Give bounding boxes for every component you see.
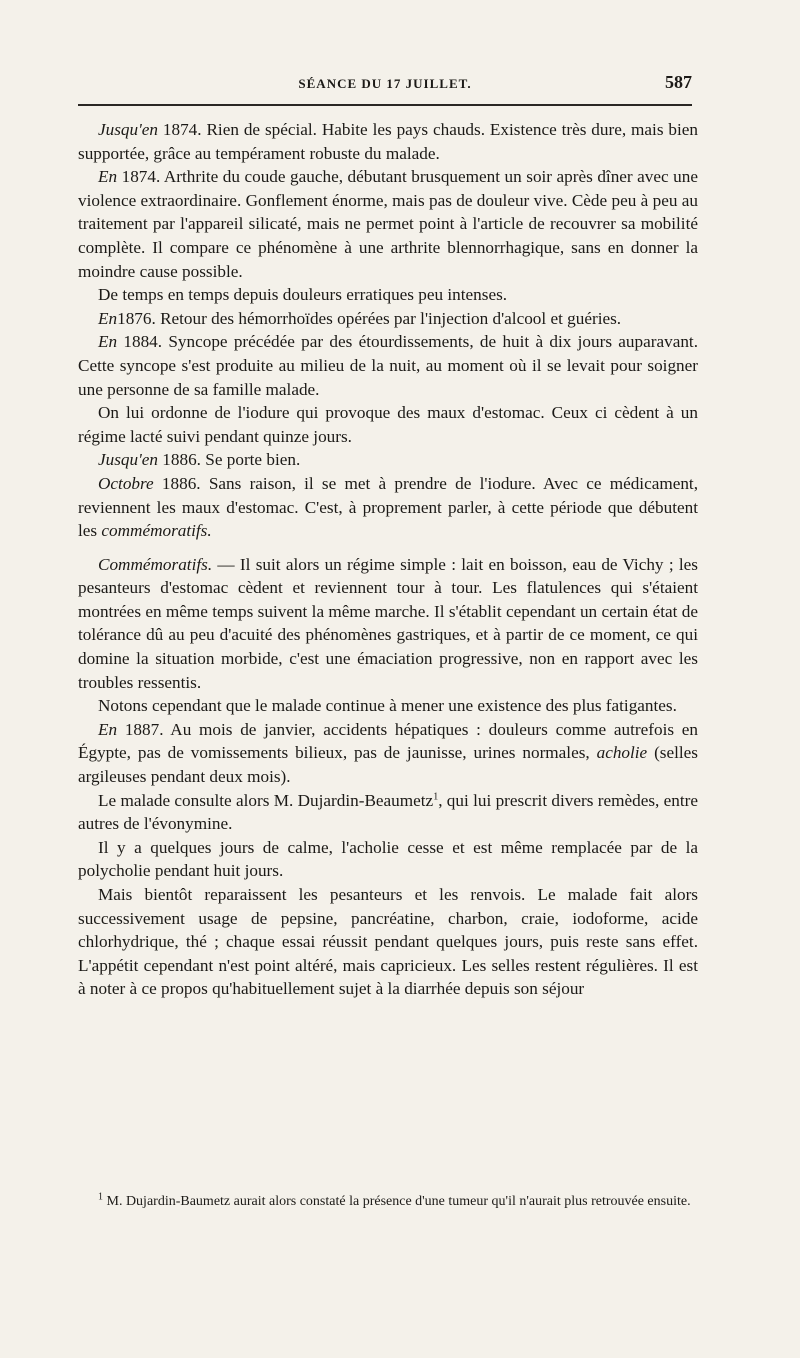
paragraph: En 1884. Syncope précédée par des étourdissements, de huit à dix jours auparavant. Cette syncope s'est produite au milieu de la nuit, au moment où il se levait pour soigner une personne de sa famille malade. — [78, 332, 698, 399]
paragraph: Mais bientôt reparaissent les pesanteurs et les renvois. Le malade fait alors successivement usage de pepsine, pancréatine, charbon, craie, iodoforme, acide chlorhydrique, thé ; chaque essai réussit pendant quelques jours, puis reste sans effet. L'appétit cependant n'est point altéré, mais capricieux. Les selles restent régulières. Il est à noter à ce propos qu'habituellement sujet à la diarrhée depuis son séjour — [78, 885, 698, 999]
paragraph: On lui ordonne de l'iodure qui provoque des maux d'estomac. Ceux ci cèdent à un régime lacté suivi pendant quinze jours. — [78, 403, 698, 446]
footnote-ref: 1 — [433, 790, 439, 802]
footnotes — [78, 1192, 698, 1212]
header-rule — [78, 104, 692, 106]
paragraph: En 1874. Arthrite du coude gauche, débutant brusquement un soir après dîner avec une violence extraordinaire. Gonflement énorme, mais pas de douleur vive. Cède peu à peu au traitement par l'appareil silicaté, mais ne permet point à l'article de recouvrer sa mobilité complète. Il compare ce phénomène à une arthrite blennorrhagique, sans en donner la moindre cause possible. — [78, 167, 698, 281]
page-header — [78, 72, 692, 102]
paragraph: Jusqu'en 1874. Rien de spécial. Habite les pays chauds. Existence très dure, mais bien supportée, grâce au tempérament robuste du malade. — [78, 120, 698, 163]
paragraph: De temps en temps depuis douleurs erratiques peu intenses. — [98, 285, 508, 305]
footnote: $^1$ M. Dujardin-Baumetz aurait alors constaté la présence d'une tumeur qu'il n'aurait plus retrouvée ensuite. — [98, 1191, 691, 1209]
paragraph: Le malade consulte alors M. Dujardin-Beaumetz$^1$, qui lui prescrit divers remèdes, entre autres de l'évonymine. — [78, 790, 698, 834]
paragraph: Octobre 1886. Sans raison, il se met à prendre de l'iodure. Avec ce médicament, reviennent les maux d'estomac. C'est, à proprement parler, à cette période que débutent les commémoratifs. — [78, 473, 698, 541]
footnote-mark: 1 — [98, 1191, 103, 1203]
paragraph: Jusqu'en 1886. Se porte bien. — [98, 450, 301, 470]
body-text — [78, 118, 698, 1001]
paragraph: Commémoratifs. — Il suit alors un régime simple : lait en boisson, eau de Vichy ; les pesanteurs d'estomac cèdent et reviennent tour à tour. Les flatulences qui s'étaient montrées en même temps suivent la même marche. Il s'établit cependant un certain état de tolérance dû au peu d'acuité des phénomènes gastriques, et à partir de ce moment, ce qui domine la situation morbide, c'est une émaciation progressive, non en rapport avec les troubles ressentis. — [78, 554, 698, 692]
paragraph: Notons cependant que le malade continue à mener une existence des plus fatigantes. — [98, 696, 677, 716]
running-title: SÉANCE DU 17 JUILLET. — [298, 76, 472, 91]
paragraph: En 1887. Au mois de janvier, accidents hépatiques : douleurs comme autrefois en Égypte, pas de vomissements bilieux, pas de jaunisse, urines normales, acholie (selles argileuses pendant deux mois). — [78, 719, 698, 787]
paragraph: Il y a quelques jours de calme, l'acholie cesse et est même remplacée par de la polycholie pendant huit jours. — [78, 837, 698, 881]
page-number: 587 — [665, 72, 692, 92]
paragraph: En1876. Retour des hémorrhoïdes opérées par l'injection d'alcool et guéries. — [98, 308, 622, 328]
